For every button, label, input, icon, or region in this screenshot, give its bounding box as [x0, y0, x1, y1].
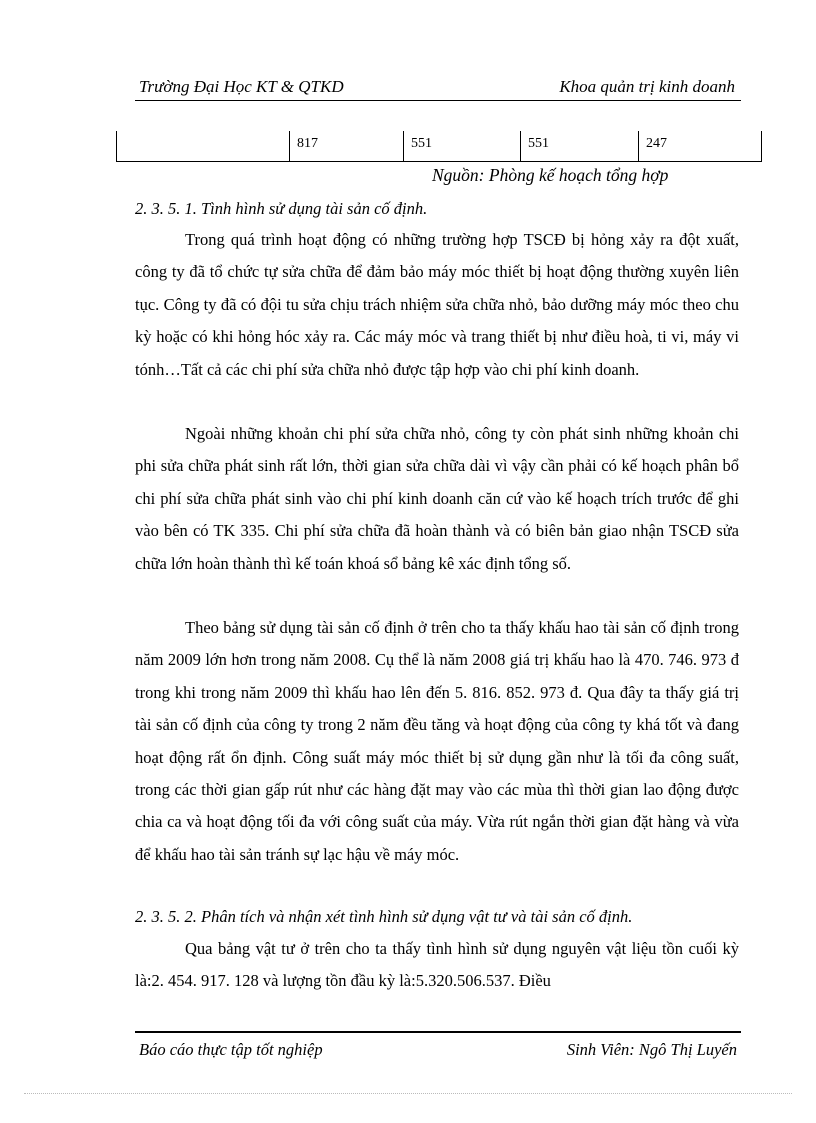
table-row [117, 131, 762, 162]
header-school: Trường Đại Học KT & QTKD [139, 77, 344, 96]
paragraph-4: Qua bảng vật tư ở trên cho ta thấy tình hình sử dụng nguyên vật liệu tồn cuối kỳ là:2. 454. 917. 128 và lượng tồn đầu kỳ là:5.320.506.537. Điều [135, 939, 739, 991]
paragraph-2: Ngoài những khoản chi phí sửa chữa nhỏ, công ty còn phát sinh những khoản chi phi sửa chữa phát sinh rất lớn, thời gian sửa chữa dài vì vậy cần phải có kế hoạch phân bổ chi phí sửa chữa phát sinh vào chi phí kinh doanh căn cứ vào kế hoạch trích trước để ghi vào bên có TK 335. Chi phí sửa chữa đã hoàn thành và có biên bản giao nhận TSCĐ sửa chữa lớn hoàn thành thì kế toán khoá sổ bảng kê xác định tổng số. [135, 424, 739, 573]
page-edge-divider [24, 1093, 792, 1094]
page-footer [135, 1031, 741, 1059]
table-source-note: Nguồn: Phòng kế hoạch tổng hợp [432, 165, 669, 185]
table-cell: 817 [290, 131, 404, 162]
paragraph-1: Trong quá trình hoạt động có những trường hợp TSCĐ bị hỏng xảy ra đột xuất, công ty đã tổ chức tự sửa chữa để đảm bảo máy móc thiết bị hoạt động thường xuyên liên tục. Công ty đã có đội tu sửa chịu trách nhiệm sửa chữa nhỏ, bảo dưỡng máy móc theo chu kỳ hoặc có khi hỏng hóc xảy ra. Các máy móc và trang thiết bị như điều hoà, ti vi, máy vi tónh…Tất cả các chi phí sửa chữa nhỏ được tập hợp vào chi phí kinh doanh. [135, 230, 739, 379]
data-table-row [116, 131, 762, 162]
page-header [135, 76, 741, 101]
table-cell: 247 [639, 131, 762, 162]
table-cell: 551 [521, 131, 639, 162]
footer-student: Sinh Viên: Ngô Thị Luyến [566, 1040, 737, 1059]
section-heading-1: 2. 3. 5. 1. Tình hình sử dụng tài sản cố định. [135, 199, 428, 218]
table-cell [117, 131, 290, 162]
section-heading-2: 2. 3. 5. 2. Phân tích và nhận xét tình hình sử dụng vật tư và tài sản cố định. [135, 907, 633, 926]
paragraph-3: Theo bảng sử dụng tài sản cố định ở trên cho ta thấy khấu hao tài sản cố định trong năm 2009 lớn hơn trong năm 2008. Cụ thể là năm 2008 giá trị khấu hao là 470. 746. 973 đ trong khi trong năm 2009 thì khấu hao lên đến 5. 816. 852. 973 đ. Qua đây ta thấy giá trị tài sản cố định của công ty trong 2 năm đều tăng và hoạt động của công ty khá tốt và đang hoạt động rất ổn định. Công suất máy móc thiết bị sử dụng gần như là tối đa công suất, trong các thời gian gấp rút như các hàng đặt may vào các mùa thì thời gian lao động được chia ca và hoạt động tối đa với công suất của máy. Vừa rút ngắn thời gian đặt hàng và vừa để khấu hao tài sản tránh sự lạc hậu về máy móc. [135, 618, 739, 864]
footer-report-title: Báo cáo thực tập tốt nghiệp [139, 1040, 323, 1059]
header-faculty: Khoa quản trị kinh doanh [559, 77, 735, 96]
table-cell: 551 [404, 131, 521, 162]
